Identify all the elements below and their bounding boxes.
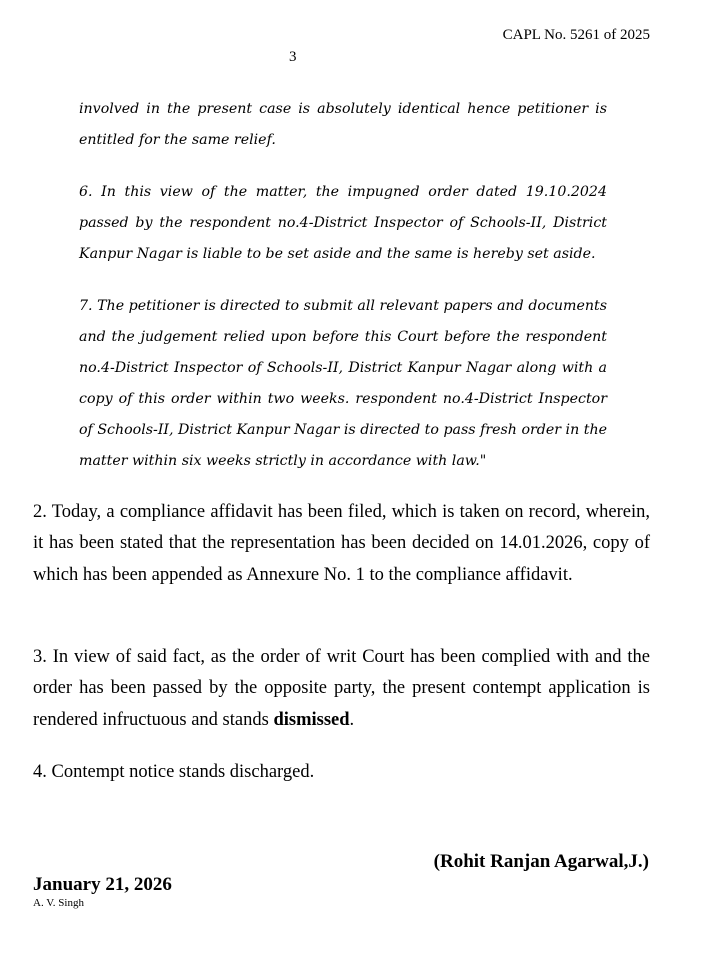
paragraph-2: 2. Today, a compliance affidavit has been filed, which is taken on record, wherein, it has been stated that the representation has been decided on 14.01.2026, copy of which has been appended as Annexure No. 1 to the compliance affidavit.	[33, 502, 650, 585]
quoted-paragraph-6: 6. In this view of the matter, the impugned order dated 19.10.2024 passed by the respondent no.4-District Inspector of Schools-II, District Kanpur Nagar is liable to be set aside and the same is hereby set aside.	[79, 184, 607, 262]
judge-signature: (Rohit Ranjan Agarwal,J.)	[433, 851, 649, 872]
paragraph-3-end: .	[349, 709, 355, 730]
paragraph-3-text: 3. In view of said fact, as the order of writ Court has been complied with and the order has been passed by the opposite party, the present contempt application is rendered infructuous and stands	[33, 647, 650, 730]
paragraph-4: 4. Contempt notice stands discharged.	[33, 762, 315, 782]
paragraph-3	[33, 642, 650, 736]
typist-initials: A. V. Singh	[33, 897, 84, 909]
page-number: 3	[289, 49, 297, 65]
quoted-paragraph-continued: involved in the present case is absolutely identical hence petitioner is entitled for the same relief.	[79, 101, 607, 148]
case-number: CAPL No. 5261 of 2025	[502, 27, 650, 43]
dismissed-emphasis: dismissed	[273, 709, 350, 730]
quoted-paragraph-7: 7. The petitioner is directed to submit all relevant papers and documents and the judgement relied upon before this Court before the respondent no.4-District Inspector of Schools-II, District Kanpur Nagar along with a copy of this order within two weeks. respondent no.4-District Inspector of Schools-II, District Kanpur Nagar is directed to pass fresh order in the matter within six weeks strictly in accordance with law."	[79, 298, 607, 469]
order-date: January 21, 2026	[33, 874, 172, 895]
